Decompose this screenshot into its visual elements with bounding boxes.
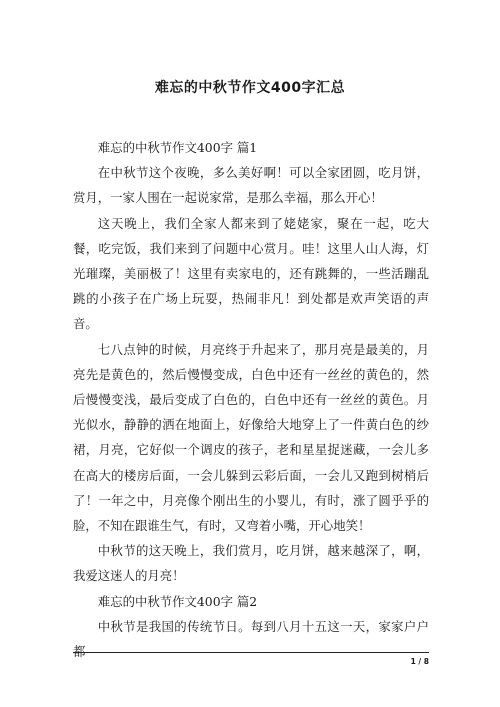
- section-heading-1: 难忘的中秋节作文400字 篇1: [97, 140, 258, 155]
- footer-divider: [73, 652, 429, 653]
- section-heading-2: 难忘的中秋节作文400字 篇2: [97, 593, 258, 609]
- paragraph: 七八点钟的时候，月亮终于升起来了，那月亮是最美的，月亮先是黄色的，然后慢慢变成，白色中还有一丝丝的黄色的，然后慢慢变浅，最后变成了白色的，白色中还有一丝丝的黄色。月光似水，静静的洒在地面上，好像给大地穿上了一件黄白色的纱裙，月亮，它好似一个调皮的孩子，老和星星捉迷藏，一会儿多在高大的楼房后面，一会儿躲到云彩后面，一会儿又跑到树梢后了！一年之中，月亮像个刚出生的小婴儿，有时，涨了圆乎乎的脸，不知在跟谁生气，有时，又弯着小嘴，开心地笑！: [73, 341, 429, 534]
- document-title: 难忘的中秋节作文400字汇总: [154, 80, 346, 96]
- paragraph: 这天晚上，我们全家人都来到了姥姥家，聚在一起，吃大餐，吃完饭，我们来到了问题中心赏月。哇！这里人山人海，灯光璀璨，美丽极了！这里有卖家电的，还有跳舞的，一些活蹦乱跳的小孩子在广场上玩耍，热闹非凡！到处都是欢声笑语的声音。: [73, 215, 429, 332]
- paragraph: 中秋节是我国的传统节日。每到八月十五这一天，家家户户都: [73, 618, 429, 660]
- document-body: [73, 135, 429, 664]
- page-number: 1 / 8: [410, 657, 429, 666]
- paragraph: 中秋节的这天晚上，我们赏月，吃月饼，越来越深了，啊，我爱这迷人的月亮！: [73, 543, 429, 584]
- paragraph: 在中秋节这个夜晚，多么美好啊！可以全家团圆，吃月饼，赏月，一家人围在一起说家常，是那么幸福，那么开心！: [73, 165, 429, 206]
